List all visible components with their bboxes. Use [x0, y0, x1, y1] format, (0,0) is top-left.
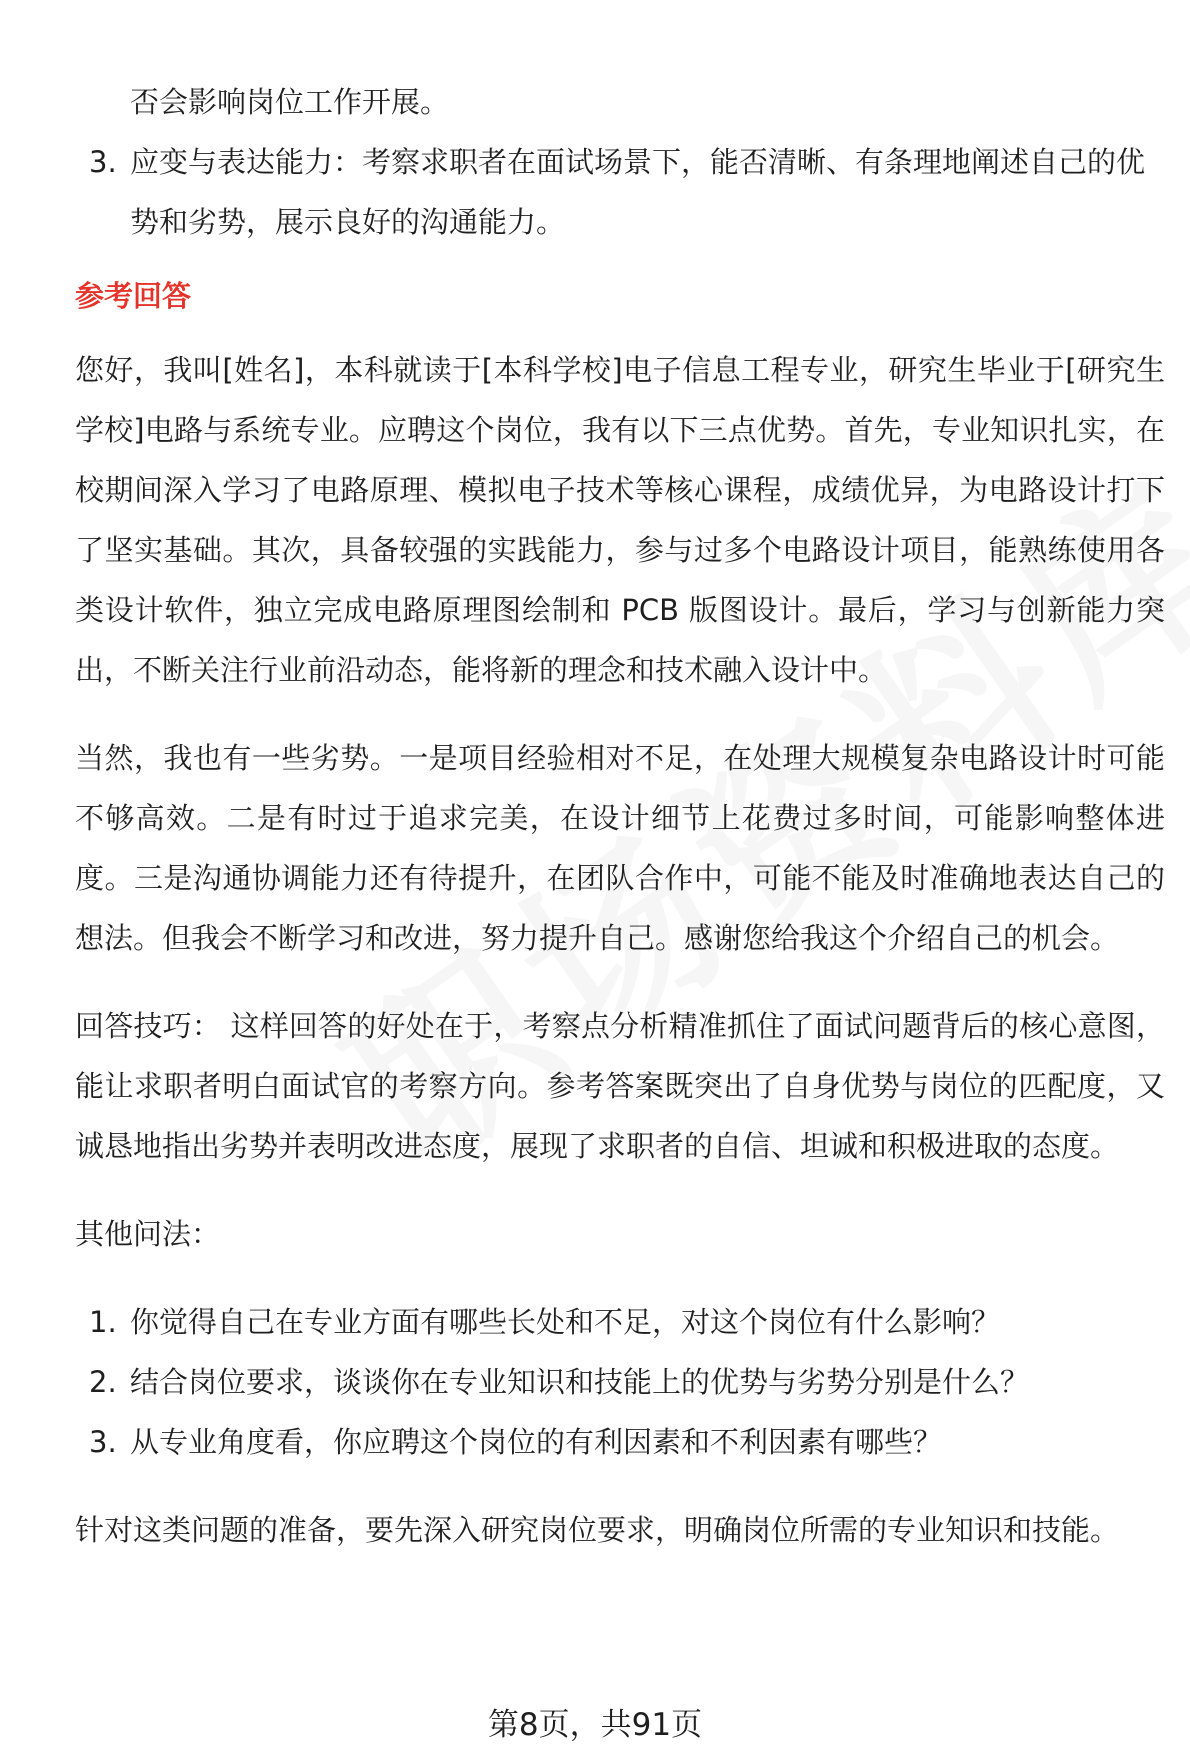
page-number-footer: 第8页，共91页	[487, 1707, 703, 1743]
list-item-continuation: 否会影响岗位工作开展。	[130, 85, 450, 119]
page-content	[75, 72, 1165, 1560]
list-number: 3.	[89, 145, 117, 179]
list-item	[75, 1292, 1165, 1352]
closing-paragraph: 针对这类问题的准备，要先深入研究岗位要求，明确岗位所需的专业知识和技能。	[75, 1513, 1120, 1547]
other-questions-list	[75, 1292, 1165, 1472]
reference-paragraph: 当然，我也有一些劣势。一是项目经验相对不足，在处理大规模复杂电路设计时可能不够高效。二是有时过于追求完美，在设计细节上花费过多时间，可能影响整体进度。三是沟通协调能力还有待提升，在团队合作中，可能不能及时准确地表达自己的想法。但我会不断学习和改进，努力提升自己。感谢您给我这个介绍自己的机会。	[75, 741, 1165, 955]
other-questions-label: 其他问法：	[75, 1217, 221, 1251]
reference-paragraph: 您好，我叫[姓名]，本科就读于[本科学校]电子信息工程专业，研究生毕业于[研究生学校]电路与系统专业。应聘这个岗位，我有以下三点优势。首先，专业知识扎实，在校期间深入学习了电路原理、模拟电子技术等核心课程，成绩优异，为电路设计打下了坚实基础。其次，具备较强的实践能力，参与过多个电路设计项目，能熟练使用各类设计软件，独立完成电路原理图绘制和 PCB 版图设计。最后，学习与创新能力突出，不断关注行业前沿动态，能将新的理念和技术融入设计中。	[75, 353, 1165, 687]
list-number: 3.	[89, 1425, 117, 1459]
analysis-list	[75, 132, 1165, 252]
list-item-text: 结合岗位要求，谈谈你在专业知识和技能上的优势与劣势分别是什么？	[130, 1365, 1030, 1399]
list-item-text: 应变与表达能力：考察求职者在面试场景下，能否清晰、有条理地阐述自己的优势和劣势，展示良好的沟通能力。	[130, 145, 1146, 239]
reference-heading: 参考回答	[75, 279, 192, 313]
list-number: 2.	[89, 1365, 117, 1399]
tips-paragraph: 回答技巧： 这样回答的好处在于，考察点分析精准抓住了面试问题背后的核心意图，能让求职者明白面试官的考察方向。参考答案既突出了自身优势与岗位的匹配度，又诚恳地指出劣势并表明改进态度，展现了求职者的自信、坦诚和积极进取的态度。	[75, 1009, 1165, 1163]
list-number: 1.	[89, 1305, 117, 1339]
list-item-text: 你觉得自己在专业方面有哪些长处和不足，对这个岗位有什么影响？	[130, 1305, 1001, 1339]
list-item	[75, 132, 1165, 252]
list-item	[75, 1352, 1165, 1412]
list-item-text: 从专业角度看，你应聘这个岗位的有利因素和不利因素有哪些？	[130, 1425, 943, 1459]
list-item	[75, 1412, 1165, 1472]
